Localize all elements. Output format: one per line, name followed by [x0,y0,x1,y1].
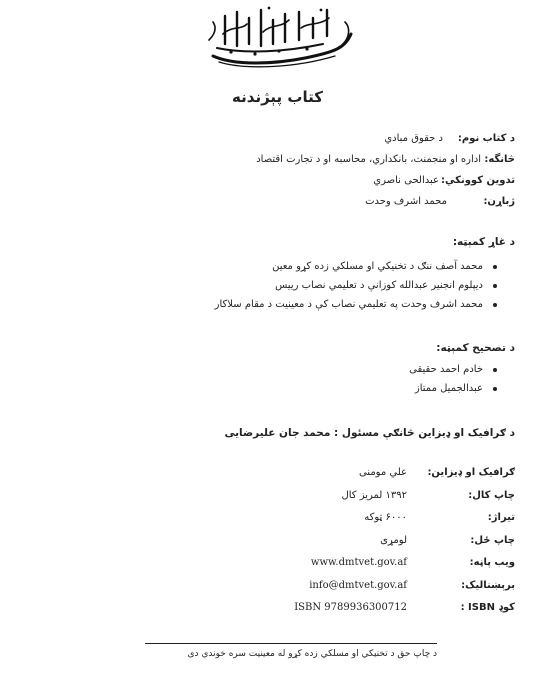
info-label: تدوين کوونکي: [441,175,515,186]
info-label: د کتاب نوم: [457,133,515,144]
info-value: اداره او منجمنت، بانکداري، محاسبه او د تجارت اقتصاد [256,154,481,165]
info-row-department [256,154,515,165]
review-committee-list [215,257,499,314]
detail-value: ۶۰۰۰ ټوکه [364,512,407,523]
list-item: محمد آصف ننګ د تخنيکي او مسلکي زده کړو معين [215,257,499,276]
list-item: خادم احمد حقيقی [409,360,499,379]
detail-row [185,552,515,575]
detail-row [185,462,515,485]
detail-label: ګرافيک او ډيزاين: [427,467,515,478]
info-row-translator [365,196,515,207]
detail-label: برېښناليک: [461,579,515,591]
detail-label: ويب پاڼه: [469,557,515,568]
website-link[interactable]: www.dmtvet.gov.af [310,557,407,568]
info-value: عبدالحی ناصري [373,175,439,186]
list-item: ديپلوم انجنير عبدالله کوزانې د تعليمي نصاب رييس [215,276,499,295]
info-value: محمد اشرف وحدت [365,196,447,207]
detail-value: ۱۳۹۲ لمريز کال [341,489,407,501]
info-row-book-name [384,133,515,144]
info-label: څانگه: [484,154,515,165]
detail-label: کوډ ISBN : [460,602,515,613]
detail-label: چاپ کال: [468,489,515,501]
correction-committee-list [409,360,499,398]
bismillah-calligraphy-icon [205,4,355,70]
copyright-notice: د چاپ حق د تخنيکي او مسلکي زده کړو له معينيت سره خوندي دی [187,649,437,659]
detail-row [185,575,515,598]
email-link[interactable]: info@dmtvet.gov.af [309,579,407,591]
info-label: ژباړن: [483,196,515,207]
isbn-value: ISBN 9789936300712 [294,602,407,613]
footer-divider [145,643,437,644]
detail-value: لومړی [380,534,407,546]
correction-committee-heading: د تصحيح کمېټه: [436,342,515,354]
review-committee-heading: د غاړ کمېټه: [452,236,515,248]
graphic-department-head: د ګرافيک او ډيزاين څانګې مسئول : محمد جان عليرضايی [224,427,515,439]
detail-value: علي مومنی [358,467,407,478]
list-item: محمد اشرف وحدت په تعليمي نصاب کې د معينيت د مقام سلاکار [215,295,499,314]
info-row-compiler [373,175,515,186]
list-item: عبدالجميل ممتاز [409,379,499,398]
detail-row [185,507,515,530]
info-value: د حقوق مبادي [384,133,443,144]
publication-details [185,462,515,620]
detail-row [185,530,515,553]
detail-row [185,485,515,508]
detail-label: چاپ ځل: [470,534,515,546]
page-title: کتاب پېژندنه [232,88,323,106]
detail-row [185,597,515,620]
detail-label: تيراژ: [487,512,515,523]
